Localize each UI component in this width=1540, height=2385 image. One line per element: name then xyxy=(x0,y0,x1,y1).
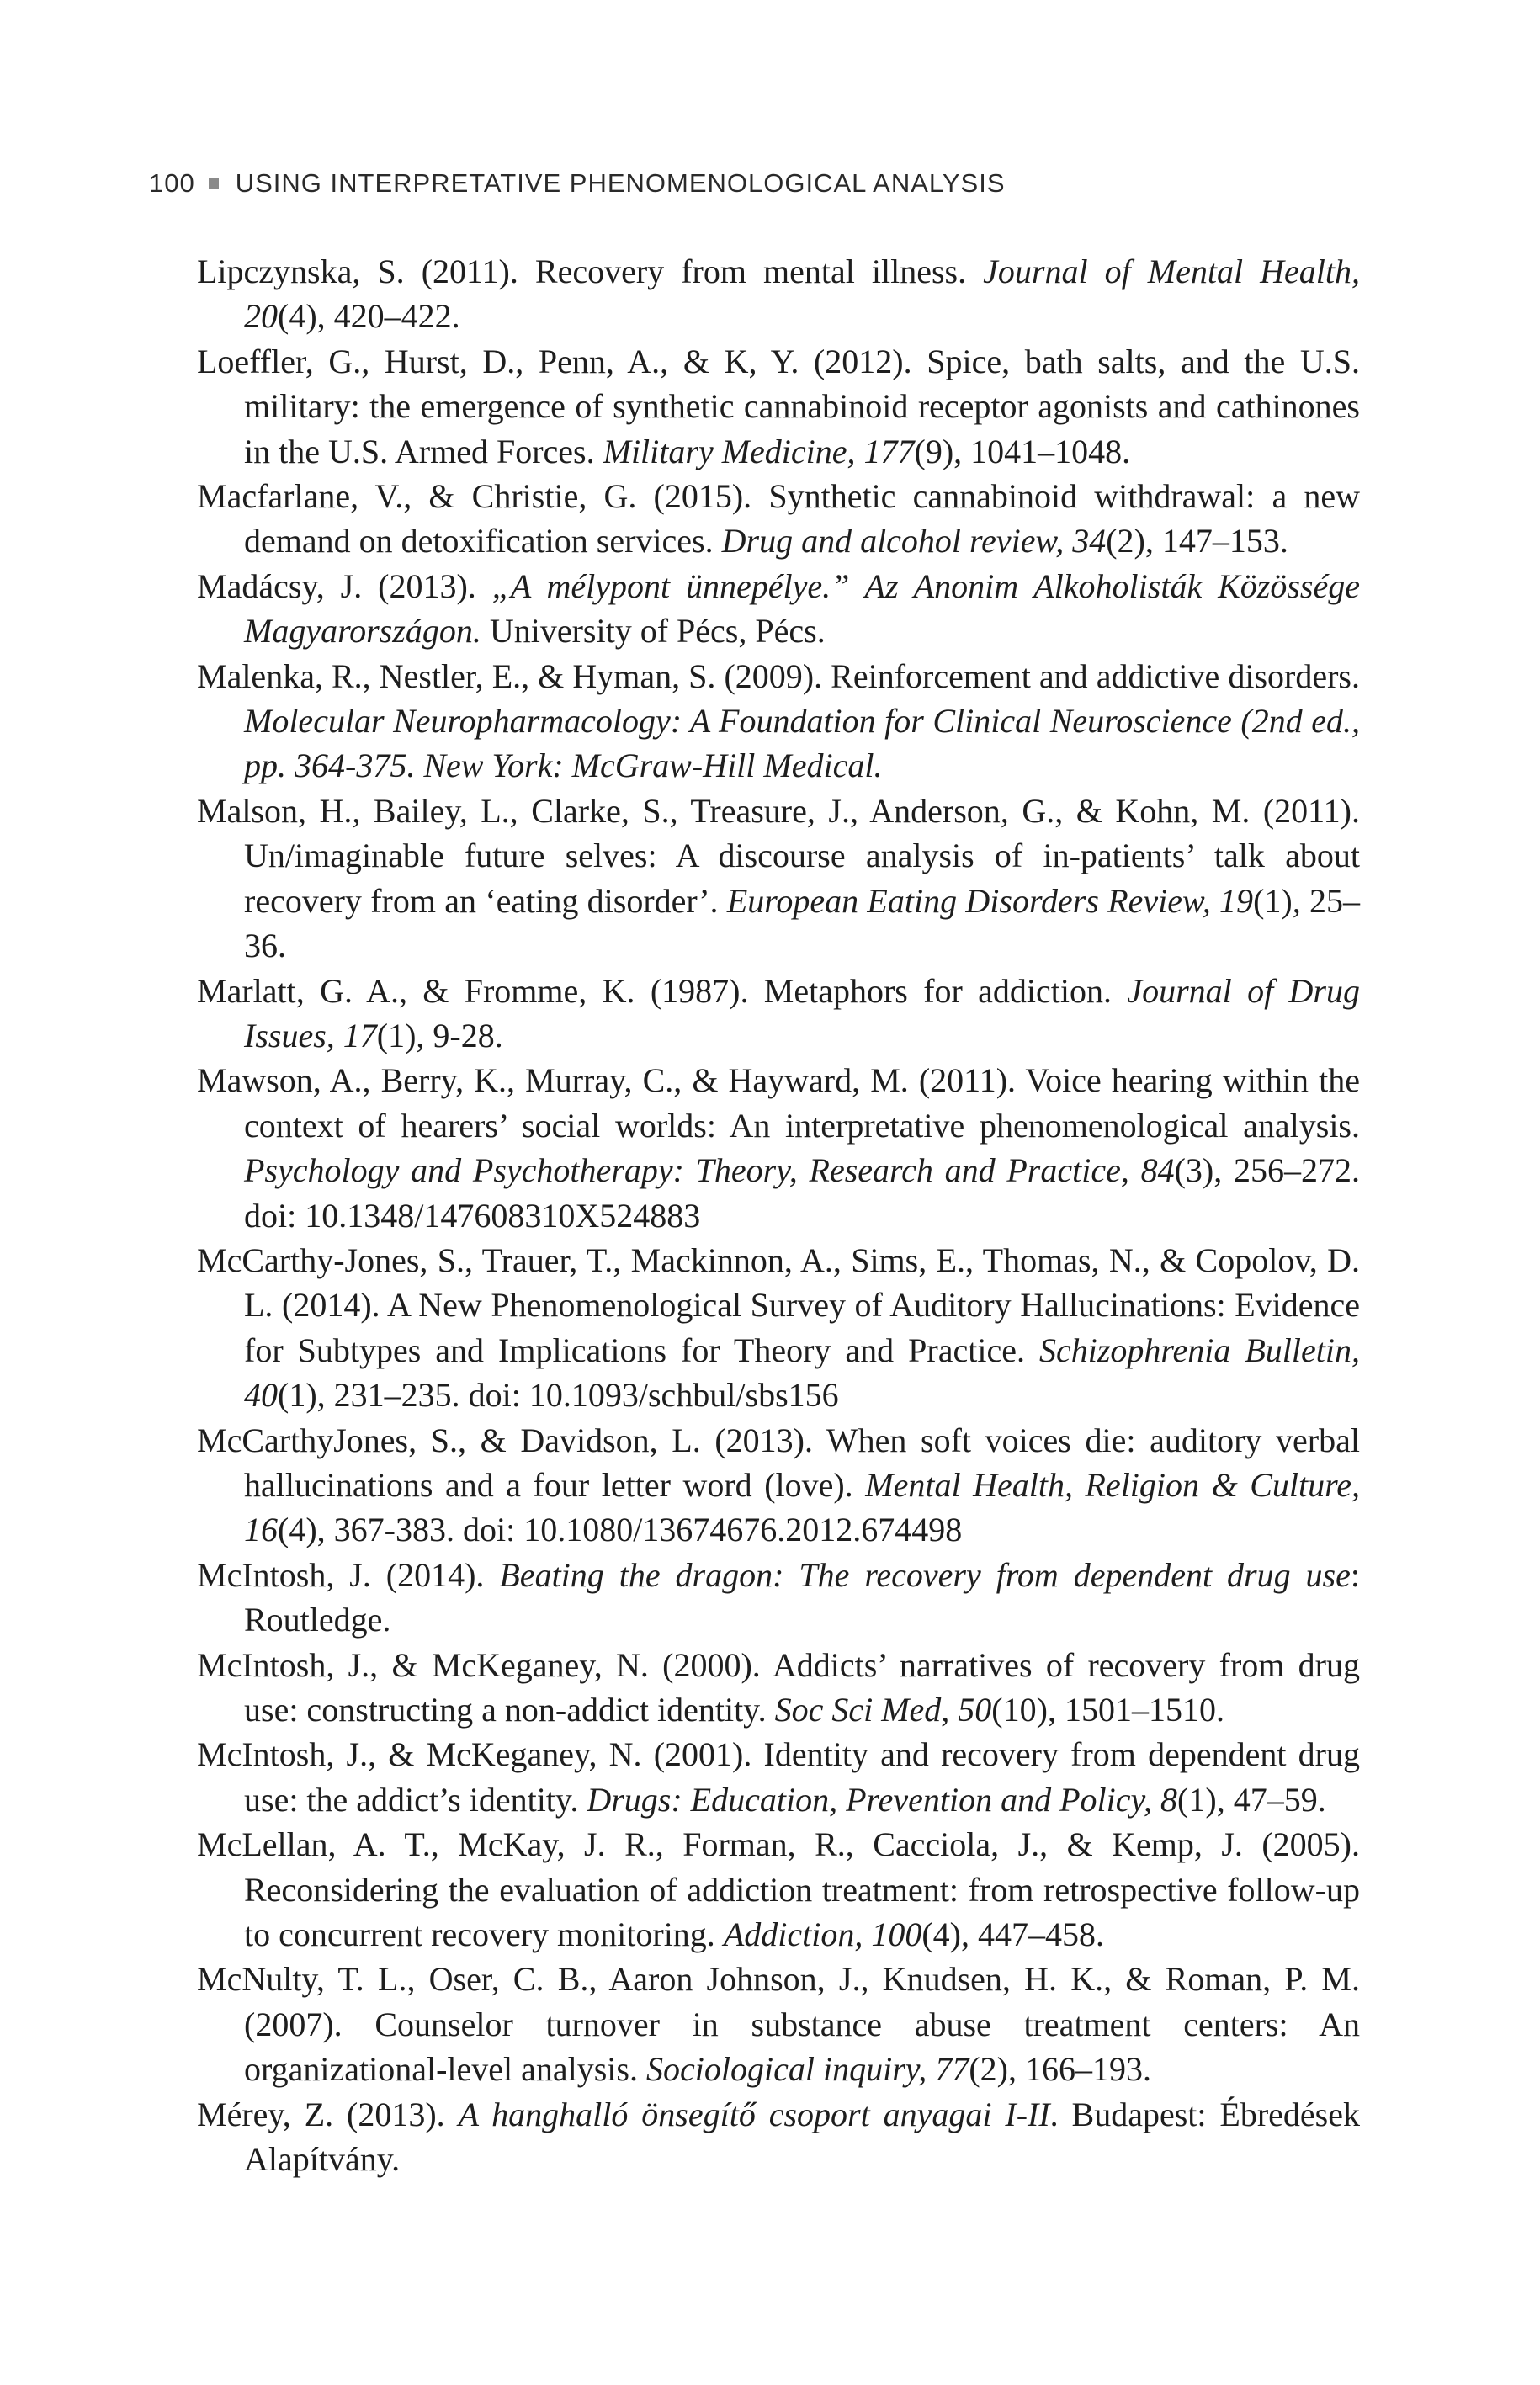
reference-text: Marlatt, G. A., & Fromme, K. (1987). Metaphors for addiction. xyxy=(197,971,1128,1010)
reference-text: (1), 231–235. doi: 10.1093/schbul/sbs156 xyxy=(278,1376,839,1415)
reference-text: (2), 166–193. xyxy=(969,2050,1151,2089)
reference-text: University of Pécs, Pécs. xyxy=(481,612,826,651)
square-bullet-icon xyxy=(209,178,219,189)
reference-italic-text: Journal of Drug Issues, 17 xyxy=(244,971,1360,1054)
reference-italic-text: Beating the dragon: The recovery from dependent drug use xyxy=(499,1555,1351,1594)
reference-entry xyxy=(197,789,1360,969)
reference-entry xyxy=(197,564,1360,654)
reference-text: Macfarlane, V., & Christie, G. (2015). Synthetic cannabinoid withdrawal: a new demand on detoxification services. xyxy=(197,477,1360,560)
reference-text: (4), 447–458. xyxy=(921,1915,1104,1954)
reference-text: Madácsy, J. (2013). xyxy=(197,566,492,605)
reference-italic-text: Soc Sci Med, 50 xyxy=(774,1691,992,1729)
reference-text: McIntosh, J., & McKeganey, N. (2001). Identity and recovery from dependent drug use: the addict’s identity. xyxy=(197,1735,1360,1819)
reference-text: Malson, H., Bailey, L., Clarke, S., Treasure, J., Anderson, G., & Kohn, M. (2011). Un/imaginable future selves: A discourse analysis of in-patients’ talk about recovery from an ‘eating disorder’. xyxy=(197,791,1360,920)
reference-text: Mawson, A., Berry, K., Murray, C., & Hayward, M. (2011). Voice hearing within the context of hearers’ social worlds: An interpretative phenomenological analysis. xyxy=(197,1061,1360,1145)
reference-entry xyxy=(197,1553,1360,1643)
reference-entry xyxy=(197,2092,1360,2182)
reference-text: : Routledge. xyxy=(244,1555,1360,1639)
reference-italic-text: A hanghalló önsegítő csoport anyagai I-II xyxy=(458,2095,1050,2133)
reference-entry xyxy=(197,339,1360,474)
reference-italic-text: Military Medicine, 177 xyxy=(603,432,915,470)
reference-entry xyxy=(197,654,1360,789)
reference-italic-text: „A mélypont ünnepélye.” Az Anonim Alkoholisták Közössége Magyarországon. xyxy=(244,566,1360,651)
reference-italic-text: Sociological inquiry, 77 xyxy=(646,2050,969,2089)
reference-text: (3), 256–272. doi: 10.1348/147608310X524883 xyxy=(244,1151,1361,1235)
reference-italic-text: Molecular Neuropharmacology: A Foundation for Clinical Neuroscience (2nd ed., pp. 364-375. New York: McGraw-Hill Medical. xyxy=(244,702,1360,785)
running-title: USING INTERPRETATIVE PHENOMENOLOGICAL ANALYSIS xyxy=(235,168,1006,198)
reference-entry xyxy=(197,1643,1360,1733)
reference-entry xyxy=(197,1058,1360,1238)
reference-text: McNulty, T. L., Oser, C. B., Aaron Johnson, J., Knudsen, H. K., & Roman, P. M. (2007). Counselor turnover in substance abuse treatment centers: An organizational-level analysis. xyxy=(197,1960,1360,2089)
reference-text: (1), 9-28. xyxy=(376,1016,503,1054)
reference-italic-text: Psychology and Psychotherapy: Theory, Research and Practice, 84 xyxy=(244,1151,1175,1190)
reference-text: (10), 1501–1510. xyxy=(991,1691,1224,1729)
reference-entry xyxy=(197,1957,1360,2091)
reference-italic-text: Mental Health, Religion & Culture, 16 xyxy=(244,1465,1360,1549)
reference-text: (4), 420–422. xyxy=(278,297,460,336)
reference-text: McIntosh, J., & McKeganey, N. (2000). Addicts’ narratives of recovery from drug use: constructing a non-addict identity. xyxy=(197,1645,1360,1729)
reference-entry xyxy=(197,1418,1360,1553)
reference-italic-text: Schizophrenia Bulletin, 40 xyxy=(244,1331,1360,1415)
page-number: 100 xyxy=(149,168,195,198)
reference-text: McCarthy-Jones, S., Trauer, T., Mackinnon, A., Sims, E., Thomas, N., & Copolov, D. L. (2014). A New Phenomenological Survey of Auditory Hallucinations: Evidence for Subtypes and Implications for Theory and Practice. xyxy=(197,1240,1360,1369)
reference-italic-text: Drug and alcohol review, 34 xyxy=(721,522,1107,560)
reference-text: Lipczynska, S. (2011). Recovery from mental illness. xyxy=(197,252,984,290)
reference-entry xyxy=(197,474,1360,564)
reference-italic-text: Drugs: Education, Prevention and Policy, 8 xyxy=(587,1780,1178,1819)
reference-text: (2), 147–153. xyxy=(1106,522,1288,560)
reference-text: Malenka, R., Nestler, E., & Hyman, S. (2009). Reinforcement and addictive disorders. xyxy=(197,656,1360,695)
reference-list xyxy=(197,249,1360,2181)
reference-entry xyxy=(197,969,1360,1059)
reference-italic-text: Addiction, 100 xyxy=(723,1915,922,1954)
running-header xyxy=(149,168,1006,199)
reference-text: Mérey, Z. (2013). xyxy=(197,2095,459,2133)
reference-entry xyxy=(197,249,1360,339)
reference-entry xyxy=(197,1732,1360,1822)
reference-entry xyxy=(197,1238,1360,1418)
reference-text: (1), 47–59. xyxy=(1177,1780,1326,1819)
reference-entry xyxy=(197,1822,1360,1957)
reference-text: McCarthyJones, S., & Davidson, L. (2013). When soft voices die: auditory verbal hallucinations and a four letter word (love). xyxy=(197,1421,1360,1504)
reference-text: McIntosh, J. (2014). xyxy=(197,1555,500,1594)
reference-text: (4), 367-383. doi: 10.1080/13674676.2012.674498 xyxy=(278,1511,963,1549)
reference-italic-text: European Eating Disorders Review, 19 xyxy=(726,881,1254,920)
reference-text: (1), 25–36. xyxy=(244,881,1361,965)
reference-text: . Budapest: Ébredések Alapítvány. xyxy=(244,2095,1361,2179)
reference-text: McLellan, A. T., McKay, J. R., Forman, R., Cacciola, J., & Kemp, J. (2005). Reconsidering the evaluation of addiction treatment: from retrospective follow-up to concurrent recovery monitoring. xyxy=(197,1825,1360,1954)
reference-text: (9), 1041–1048. xyxy=(914,432,1131,470)
reference-italic-text: Journal of Mental Health, 20 xyxy=(244,252,1360,336)
reference-text: Loeffler, G., Hurst, D., Penn, A., & K, Y. (2012). Spice, bath salts, and the U.S. military: the emergence of synthetic cannabinoid receptor agonists and cathinones in the U.S. Armed Forces. xyxy=(197,342,1360,470)
